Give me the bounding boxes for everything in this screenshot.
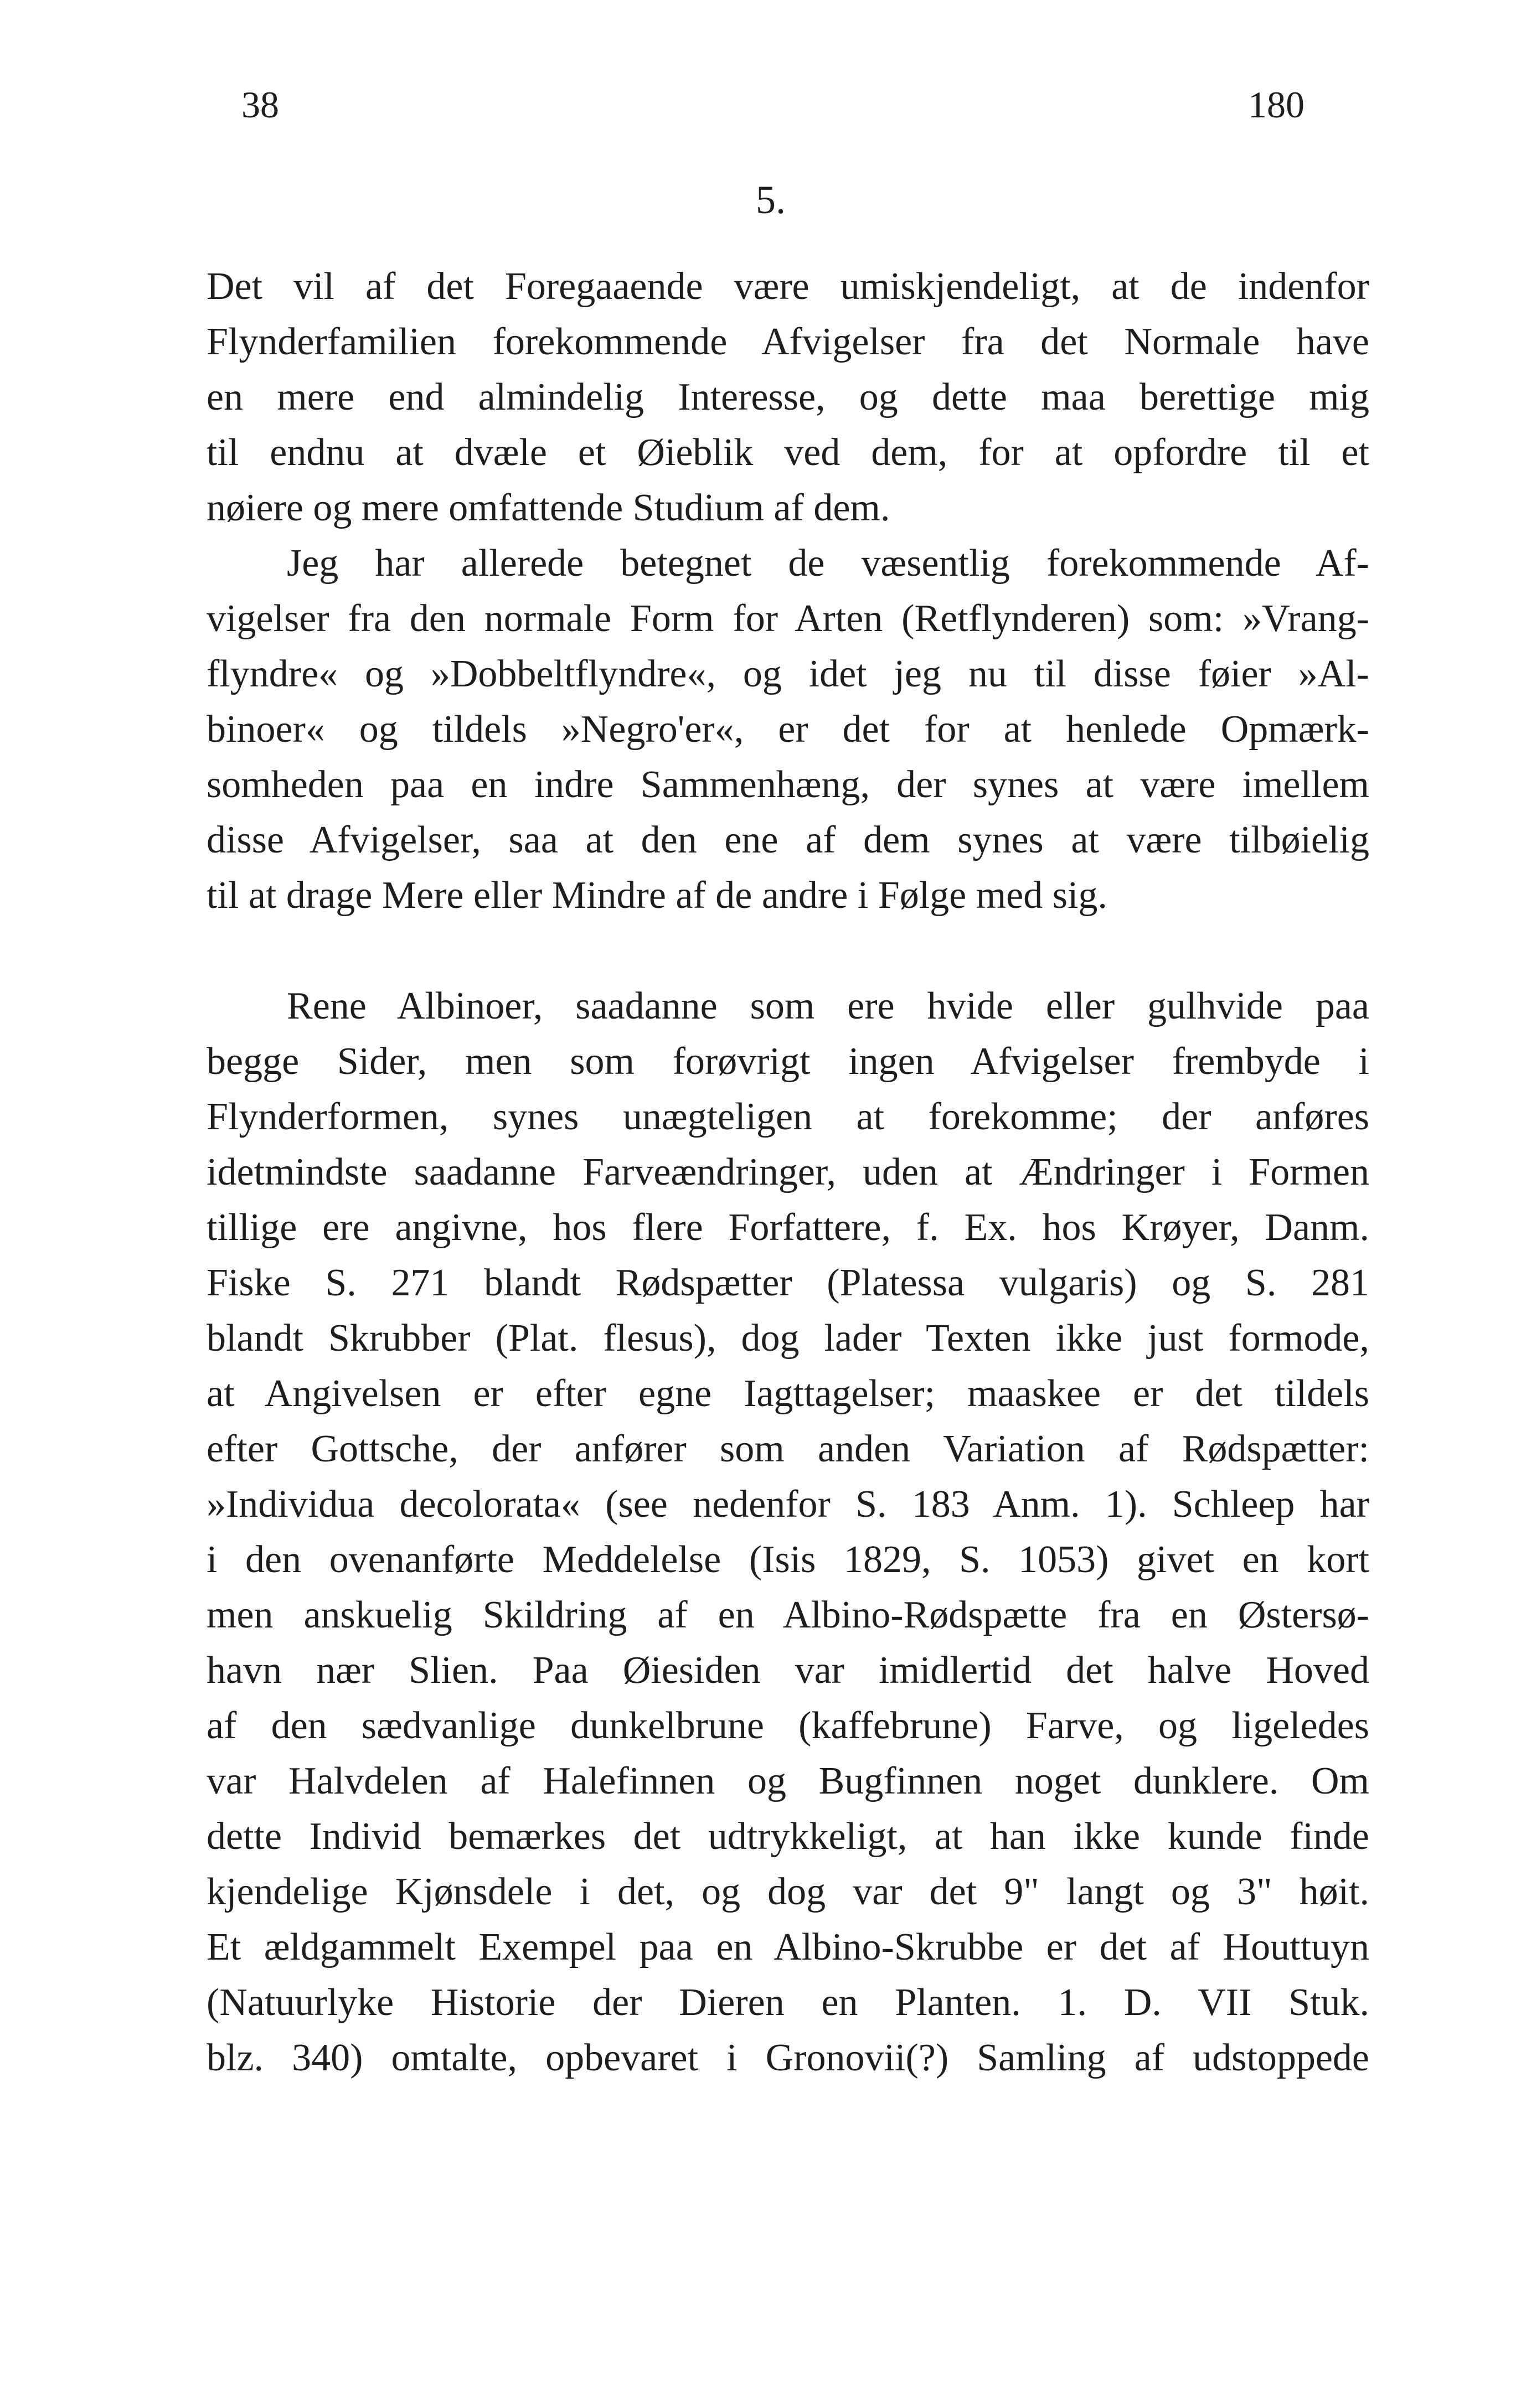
text-line: efter Gottsche, der anfører som anden Variation af Rødspætter: <box>207 1428 1369 1470</box>
text-line: tillige ere angivne, hos flere Forfattere, f. Ex. hos Krøyer, Danm. <box>207 1206 1369 1249</box>
text-line: var Halvdelen af Halefinnen og Bugfinnen noget dunklere. Om <box>207 1760 1369 1802</box>
text-line: vigelser fra den normale Form for Arten (Retflynderen) som: »Vrang- <box>207 597 1369 640</box>
paragraph-1 <box>207 259 1369 536</box>
body-text <box>207 259 1369 2086</box>
text-line: Fiske S. 271 blandt Rødspætter (Platessa vulgaris) og S. 281 <box>207 1262 1369 1304</box>
text-line: Flynderfamilien forekommende Afvigelser fra det Normale have <box>207 321 1369 363</box>
text-line: (Natuurlyke Historie der Dieren en Planten. 1. D. VII Stuk. <box>207 1981 1369 2024</box>
text-line: binoer« og tildels »Negro'er«, er det for at henlede Opmærk- <box>207 708 1369 751</box>
text-line: idetmindste saadanne Farveændringer, uden at Ændringer i Formen <box>207 1151 1369 1193</box>
page-number-right: 180 <box>1248 84 1305 126</box>
text-line: somheden paa en indre Sammenhæng, der synes at være imellem <box>207 763 1369 806</box>
text-line: flyndre« og »Dobbeltflyndre«, og idet jeg nu til disse føier »Al- <box>207 653 1369 695</box>
text-line: men anskuelig Skildring af en Albino-Rødspætte fra en Østersø- <box>207 1594 1369 1636</box>
text-line: kjendelige Kjønsdele i det, og dog var det 9" langt og 3" høit. <box>207 1870 1369 1913</box>
text-line: Flynderformen, synes unægteligen at forekomme; der anføres <box>207 1096 1369 1138</box>
text-line: til at drage Mere eller Mindre af de andre i Følge med sig. <box>207 874 1107 917</box>
page-number-left: 38 <box>241 84 279 126</box>
text-line: dette Individ bemærkes det udtrykkeligt, at han ikke kunde finde <box>207 1815 1369 1858</box>
paragraph-3 <box>207 979 1369 2086</box>
text-line: nøiere og mere omfattende Studium af dem. <box>207 487 890 529</box>
text-line: Rene Albinoer, saadanne som ere hvide eller gulhvide paa <box>287 985 1369 1027</box>
text-line: »Individua decolorata« (see nedenfor S. 183 Anm. 1). Schleep har <box>207 1483 1369 1526</box>
running-header <box>0 83 1521 133</box>
text-line: Et ældgammelt Exempel paa en Albino-Skrubbe er det af Houttuyn <box>207 1926 1369 1968</box>
text-line: en mere end almindelig Interesse, og dette maa berettige mig <box>207 376 1369 418</box>
text-line: i den ovenanførte Meddelelse (Isis 1829, S. 1053) givet en kort <box>207 1538 1369 1581</box>
text-line: blandt Skrubber (Plat. flesus), dog lader Texten ikke just formode, <box>207 1317 1369 1360</box>
text-line: begge Sider, men som forøvrigt ingen Afvigelser frembyde i <box>207 1040 1369 1083</box>
text-line: Det vil af det Foregaaende være umiskjendeligt, at de indenfor <box>207 265 1369 308</box>
text-line: til endnu at dvæle et Øieblik ved dem, for at opfordre til et <box>207 431 1369 474</box>
text-line: havn nær Slien. Paa Øiesiden var imidlertid det halve Hoved <box>207 1649 1369 1692</box>
text-line: at Angivelsen er efter egne Iagttagelser; maaskee er det tildels <box>207 1372 1369 1415</box>
text-line: af den sædvanlige dunkelbrune (kaffebrune) Farve, og ligeledes <box>207 1704 1369 1747</box>
text-line: Jeg har allerede betegnet de væsentlig forekommende Af- <box>287 542 1369 585</box>
text-line: blz. 340) omtalte, opbevaret i Gronovii(?) Samling af udstoppede <box>207 2037 1369 2079</box>
paragraph-2 <box>207 536 1369 923</box>
text-line: disse Afvigelser, saa at den ene af dem synes at være tilbøielig <box>207 819 1369 861</box>
section-number: 5. <box>756 178 786 222</box>
